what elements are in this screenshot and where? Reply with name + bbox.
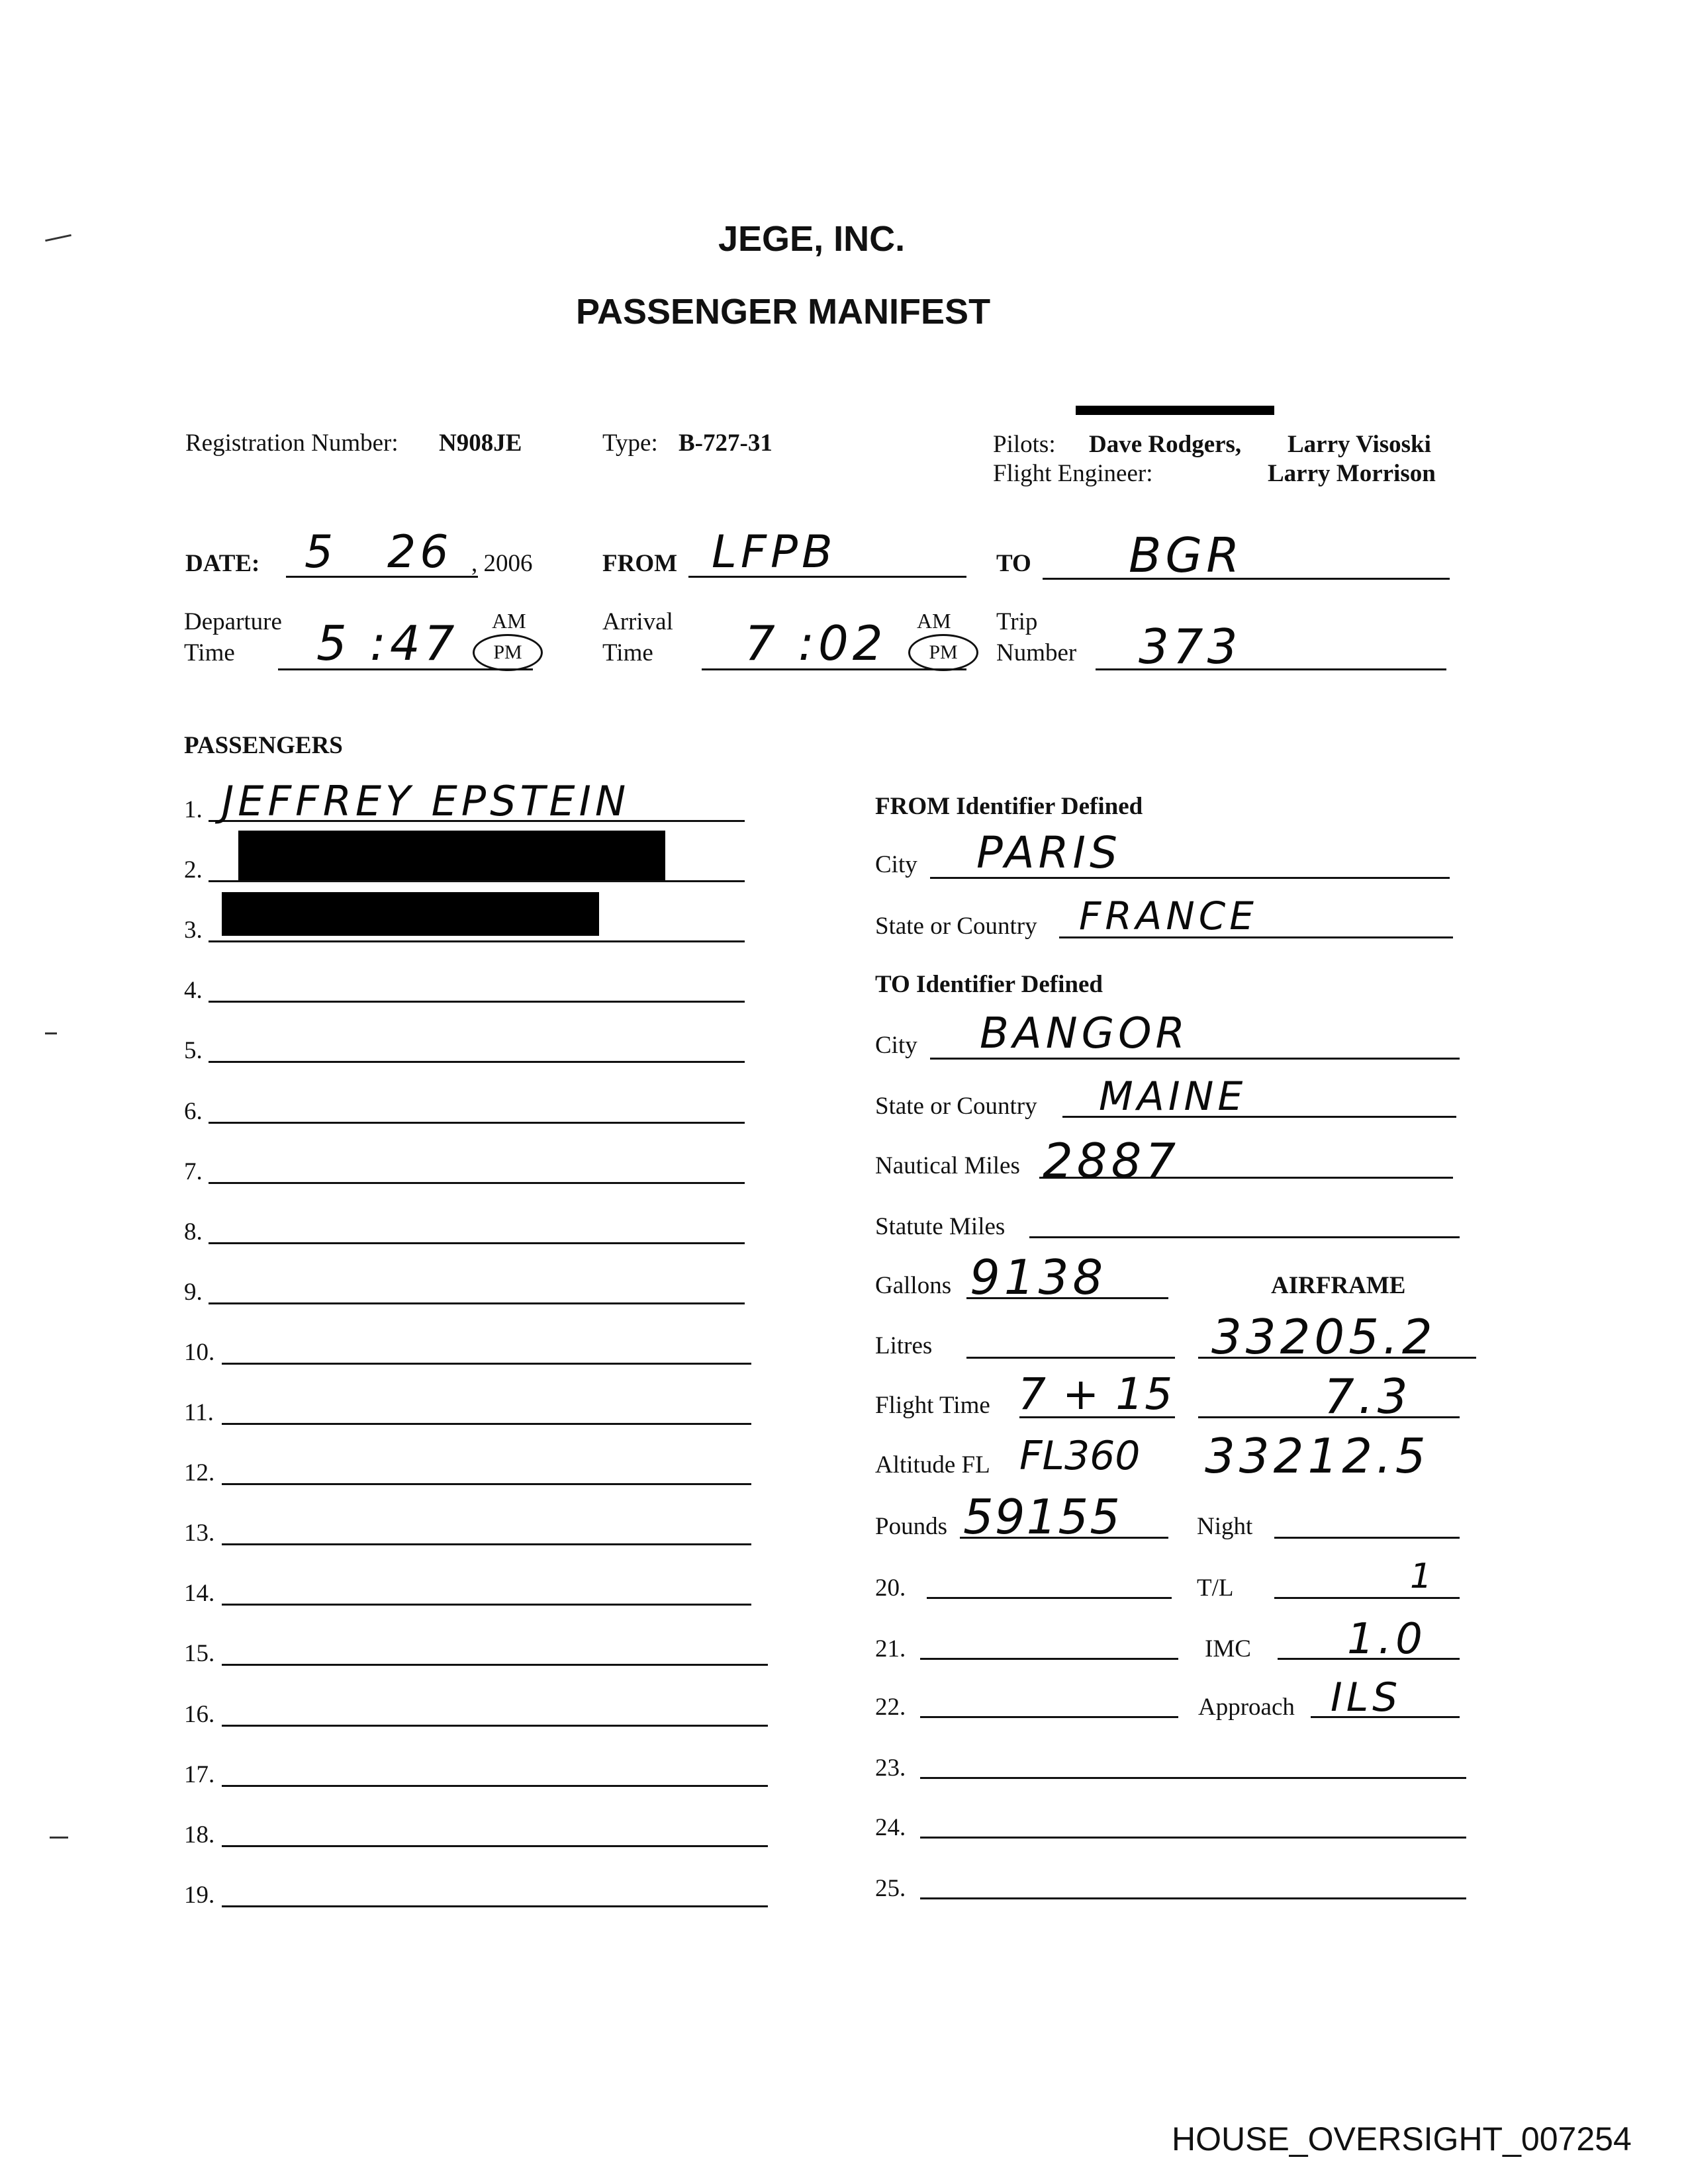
type-value: B-727-31 (679, 430, 773, 457)
pounds-label: Pounds (875, 1513, 947, 1540)
pilots-label: Pilots: (993, 431, 1056, 458)
to-city-label: City (875, 1032, 917, 1059)
passenger-row-number: 13. (184, 1520, 215, 1547)
from-state-label: State or Country (875, 913, 1037, 940)
passenger-row-line (222, 1905, 768, 1907)
passenger-row-number: 11. (184, 1399, 214, 1426)
trip-label-2: Number (996, 639, 1077, 666)
date-day: 26 (387, 526, 453, 578)
company-name: JEGE, INC. (718, 219, 906, 259)
airframe-heading: AIRFRAME (1271, 1272, 1406, 1299)
airframe-value-1: 33205.2 (1211, 1309, 1436, 1365)
departure-value: 5 :47 (316, 615, 459, 671)
arrival-pm: PM (908, 634, 978, 671)
approach-value: ILS (1331, 1674, 1402, 1721)
to-state-label: State or Country (875, 1093, 1037, 1120)
gallons-value: 9138 (970, 1250, 1107, 1305)
passenger-row-line (209, 1001, 745, 1003)
passenger-row-number: 6. (184, 1098, 203, 1125)
row-25-label: 25. (875, 1875, 906, 1902)
flight-time-value: 7 + 15 (1018, 1369, 1174, 1420)
trip-value: 373 (1139, 619, 1242, 674)
passenger-row-line (209, 1061, 745, 1063)
registration-label: Registration Number: (185, 430, 399, 457)
passenger-row-line (209, 1242, 745, 1244)
passenger-row-number: 1. (184, 796, 203, 823)
nautical-miles-value: 2887 (1043, 1133, 1180, 1189)
from-label: FROM (602, 550, 678, 577)
date-month: 5 (305, 526, 338, 578)
from-state-value: FRANCE (1079, 893, 1258, 938)
registration-value: N908JE (439, 430, 522, 457)
margin-mark (50, 1837, 68, 1839)
passenger-row-line (222, 1543, 751, 1545)
from-city-label: City (875, 851, 917, 878)
redaction-passenger-3 (222, 892, 599, 936)
passenger-row-line (209, 1302, 745, 1304)
passenger-row-number: 10. (184, 1339, 215, 1366)
margin-mark (45, 1032, 57, 1034)
departure-label-1: Departure (184, 608, 282, 635)
nautical-miles-label: Nautical Miles (875, 1152, 1020, 1179)
bates-number: HOUSE_OVERSIGHT_007254 (1172, 2120, 1632, 2158)
passenger-row-number: 12. (184, 1459, 215, 1486)
passenger-row-line (222, 1725, 768, 1727)
passenger-row-number: 4. (184, 977, 203, 1004)
pounds-value: 59155 (963, 1489, 1122, 1545)
margin-mark (45, 234, 71, 242)
from-value: LFPB (712, 526, 837, 578)
passenger-row-number: 19. (184, 1882, 215, 1909)
row-20-label: 20. (875, 1574, 906, 1602)
passenger-row-number: 2. (184, 856, 203, 884)
imc-value: 1.0 (1347, 1615, 1427, 1664)
page-title: PASSENGER MANIFEST (576, 292, 991, 332)
passenger-row-number: 7. (184, 1158, 203, 1185)
passenger-row-line (222, 1785, 768, 1787)
row-23-label: 23. (875, 1754, 906, 1782)
night-label: Night (1197, 1513, 1253, 1540)
row-22-label: 22. (875, 1694, 906, 1721)
type-label: Type: (602, 430, 658, 457)
passenger-row-number: 18. (184, 1821, 215, 1848)
redaction-passenger-2 (238, 831, 665, 880)
passenger-row-line (222, 1363, 751, 1365)
passenger-name: JEFFREY EPSTEIN (222, 777, 630, 825)
arrival-value: 7 :02 (745, 615, 887, 671)
to-state-value: MAINE (1099, 1073, 1247, 1120)
altitude-label: Altitude FL (875, 1451, 990, 1479)
passenger-row-line (222, 1483, 751, 1485)
tl-label: T/L (1197, 1574, 1234, 1602)
pilot-1: Dave Rodgers, (1089, 431, 1242, 458)
to-identifier-heading: TO Identifier Defined (875, 971, 1103, 998)
passenger-row-number: 15. (184, 1640, 215, 1667)
to-city-value: BANGOR (980, 1009, 1189, 1058)
date-year: , 2006 (471, 550, 533, 577)
litres-label: Litres (875, 1332, 933, 1359)
departure-pm: PM (473, 634, 543, 671)
to-label: TO (996, 550, 1031, 577)
from-identifier-heading: FROM Identifier Defined (875, 793, 1143, 820)
passenger-row-number: 3. (184, 917, 203, 944)
departure-am: AM (492, 609, 526, 633)
passenger-row-line (222, 1423, 751, 1425)
passenger-row-line (209, 1122, 745, 1124)
flight-time-label: Flight Time (875, 1392, 990, 1419)
passenger-row-line (209, 940, 745, 942)
passenger-row-line (209, 1182, 745, 1184)
passenger-row-number: 5. (184, 1037, 203, 1064)
from-city-value: PARIS (976, 827, 1121, 878)
departure-label-2: Time (184, 639, 235, 666)
arrival-label-1: Arrival (602, 608, 673, 635)
engineer-value: Larry Morrison (1268, 460, 1436, 487)
approach-label: Approach (1198, 1694, 1295, 1721)
arrival-am: AM (917, 609, 951, 633)
statute-miles-label: Statute Miles (875, 1213, 1006, 1240)
gallons-label: Gallons (875, 1272, 952, 1299)
passenger-row-number: 14. (184, 1580, 215, 1607)
passenger-row-line (222, 1664, 768, 1666)
passenger-row-number: 17. (184, 1761, 215, 1788)
imc-label: IMC (1205, 1635, 1251, 1662)
passenger-row-number: 16. (184, 1701, 215, 1728)
passenger-row-line (222, 1604, 751, 1606)
passenger-row-number: 8. (184, 1218, 203, 1246)
row-24-label: 24. (875, 1814, 906, 1841)
passenger-row-number: 9. (184, 1279, 203, 1306)
arrival-label-2: Time (602, 639, 653, 666)
redaction-bar (1076, 406, 1274, 415)
engineer-label: Flight Engineer: (993, 460, 1153, 487)
to-value: BGR (1129, 527, 1244, 583)
passengers-heading: PASSENGERS (184, 732, 343, 759)
date-label: DATE: (185, 550, 260, 577)
pilot-2: Larry Visoski (1288, 431, 1431, 458)
airframe-value-2: 7.3 (1324, 1369, 1412, 1424)
trip-label-1: Trip (996, 608, 1038, 635)
row-21-label: 21. (875, 1635, 906, 1662)
tl-value: 1 (1410, 1557, 1436, 1596)
passenger-row-line (222, 1845, 768, 1847)
airframe-value-3: 33212.5 (1205, 1428, 1430, 1484)
altitude-value: FL360 (1019, 1433, 1141, 1479)
passenger-row-line (209, 880, 745, 882)
